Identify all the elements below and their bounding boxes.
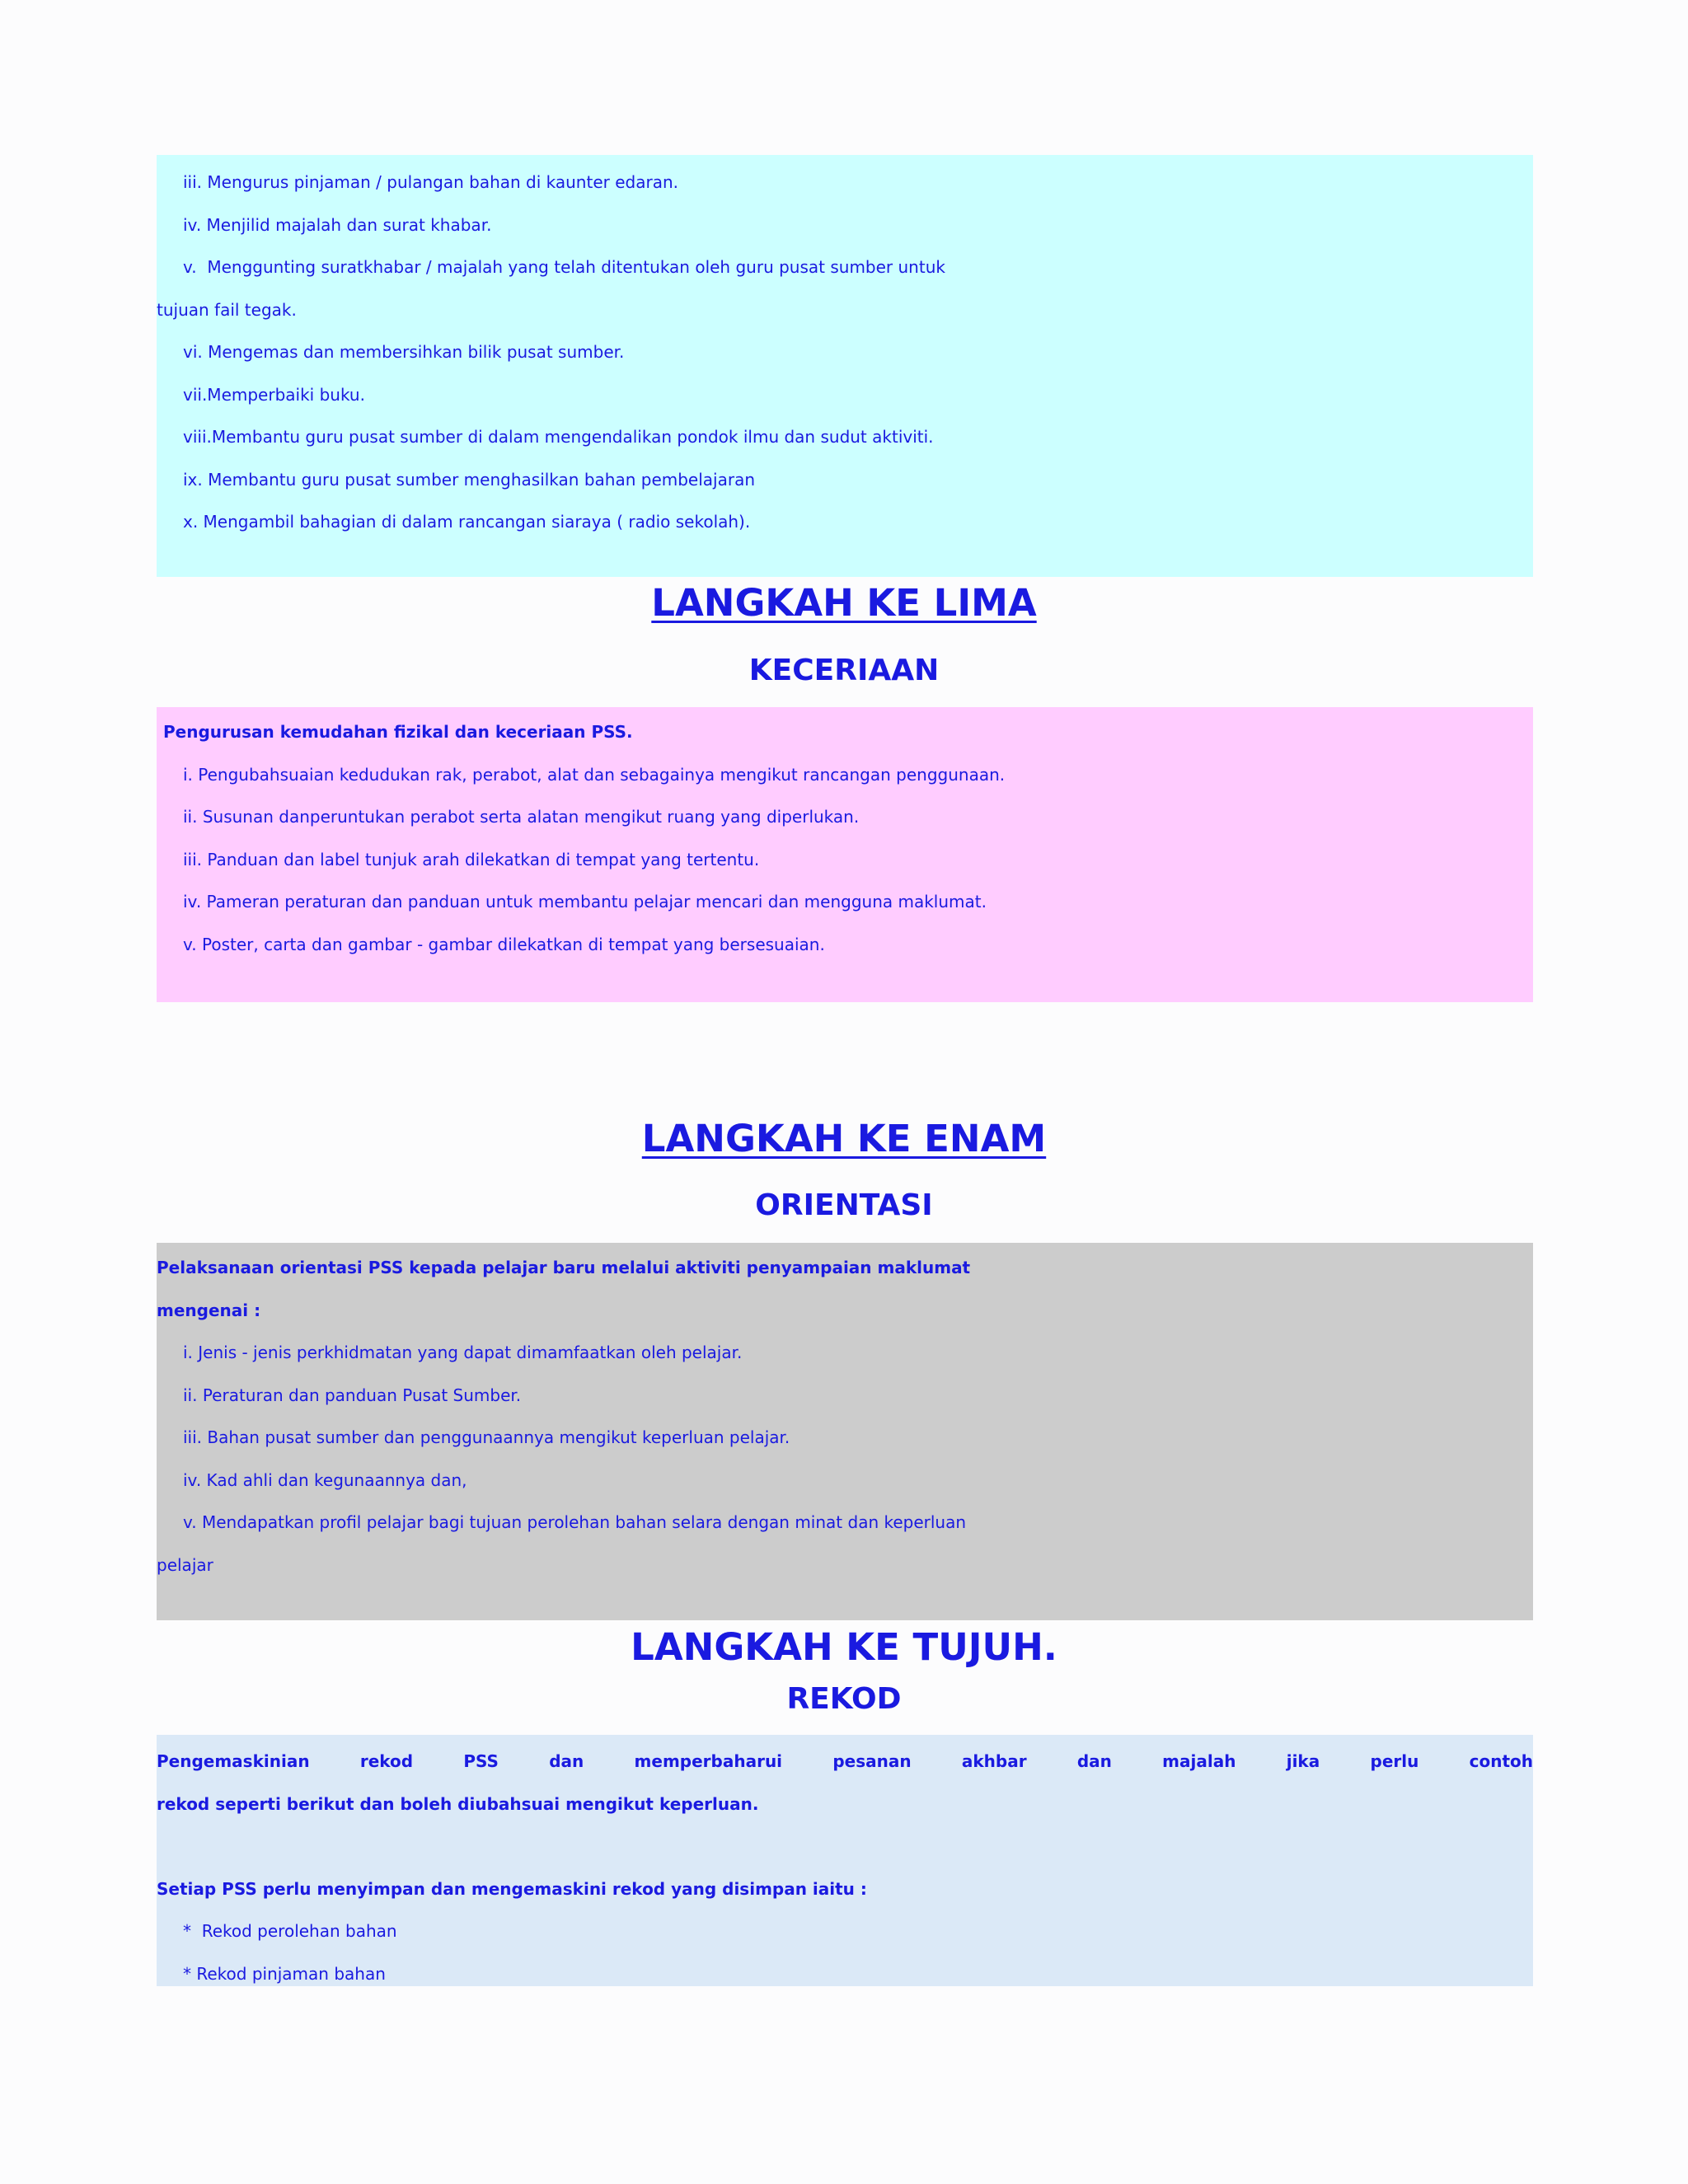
list-item: v. Mendapatkan profil pelajar bagi tujuan perolehan bahan selara dengan minat dan keperluan	[183, 1512, 967, 1532]
list-item: iv. Kad ahli dan kegunaannya dan,	[183, 1469, 467, 1490]
duties-list-box	[157, 155, 1533, 577]
list-item-continuation: tujuan fail tegak.	[157, 299, 297, 320]
list-item: iii. Mengurus pinjaman / pulangan bahan di kaunter edaran.	[183, 172, 678, 192]
step7-subheading: REKOD	[786, 1682, 902, 1716]
list-item: vii.Memperbaiki buku.	[183, 384, 365, 405]
list-item: x. Mengambil bahagian di dalam rancangan siaraya ( radio sekolah).	[183, 512, 751, 532]
list-item: ii. Susunan danperuntukan perabot serta alatan mengikut ruang yang diperlukan.	[183, 807, 860, 827]
list-item: ii. Peraturan dan panduan Pusat Sumber.	[183, 1385, 522, 1405]
list-item: i. Jenis - jenis perkhidmatan yang dapat dimamfaatkan oleh pelajar.	[183, 1343, 743, 1362]
step5-intro: Pengurusan kemudahan fizikal dan keceriaan PSS.	[163, 722, 633, 742]
step5-heading: LANGKAH KE LIMA	[651, 581, 1037, 625]
step7-box	[157, 1735, 1533, 1986]
list-item: iii. Bahan pusat sumber dan penggunaannya mengikut keperluan pelajar.	[183, 1427, 790, 1447]
step6-subheading: ORIENTASI	[755, 1188, 933, 1222]
list-item: * Rekod pinjaman bahan	[183, 1963, 386, 1984]
step6-intro-line: Pelaksanaan orientasi PSS kepada pelajar baru melalui aktiviti penyampaian maklumat	[157, 1258, 971, 1277]
list-item: viii.Membantu guru pusat sumber di dalam mengendalikan pondok ilmu dan sudut aktiviti.	[183, 427, 934, 447]
list-item: v. Menggunting suratkhabar / majalah yang telah ditentukan oleh guru pusat sumber untuk	[183, 257, 945, 277]
step7-para2: Setiap PSS perlu menyimpan dan mengemaskini rekod yang disimpan iaitu :	[157, 1878, 867, 1899]
spacer	[157, 1825, 1533, 1868]
step5-box	[157, 707, 1533, 1002]
step7-heading: LANGKAH KE TUJUH.	[631, 1625, 1057, 1669]
step5-subheading: KECERIAAN	[748, 654, 940, 687]
list-item: vi. Mengemas dan membersihkan bilik pusat sumber.	[183, 342, 625, 362]
list-item: ix. Membantu guru pusat sumber menghasilkan bahan pembelajaran	[183, 469, 756, 490]
step6-intro-line: mengenai :	[157, 1300, 261, 1320]
list-item: iii. Panduan dan label tunjuk arah dilekatkan di tempat yang tertentu.	[183, 849, 760, 869]
list-item: v. Poster, carta dan gambar - gambar dilekatkan di tempat yang bersesuaian.	[183, 934, 825, 954]
list-item: i. Pengubahsuaian kedudukan rak, perabot, alat dan sebagainya mengikut rancangan penggunaan.	[183, 764, 1006, 785]
list-item: iv. Pameran peraturan dan panduan untuk membantu pelajar mencari dan mengguna maklumat.	[183, 892, 987, 912]
step7-para-line: Pengemaskinian rekod PSS dan memperbaharui pesanan akhbar dan majalah jika perlu contoh	[157, 1751, 1533, 1771]
list-item: * Rekod perolehan bahan	[183, 1921, 397, 1941]
step6-heading: LANGKAH KE ENAM	[641, 1117, 1047, 1160]
step7-para-line: rekod seperti berikut dan boleh diubahsuai mengikut keperluan.	[157, 1793, 759, 1814]
list-item-continuation: pelajar	[157, 1554, 213, 1575]
list-item: iv. Menjilid majalah dan surat khabar.	[183, 214, 492, 235]
step6-box	[157, 1243, 1533, 1620]
